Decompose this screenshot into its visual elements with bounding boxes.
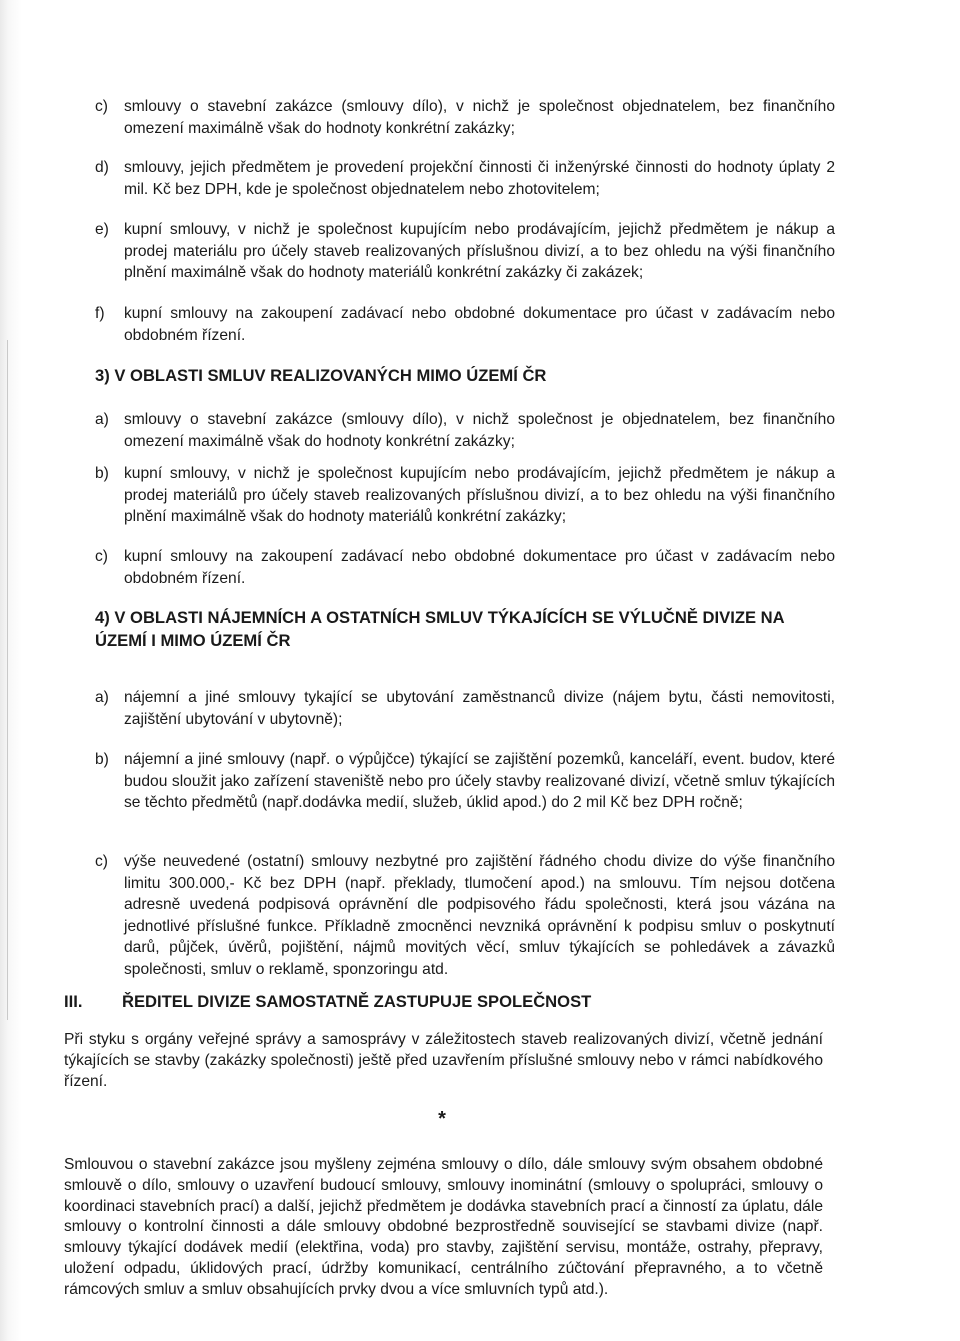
scan-artifact-line — [7, 340, 8, 1020]
list-item-text: výše neuvedené (ostatní) smlouvy nezbytné pro zajištění řádného chodu divize do výše finančního limitu 300.000,- Kč bez DPH (např. překlady, tlumočení apod.) na smlouvu. Tím nejsou dotčena adresně uvedená podpisová oprávnění dle podpisového řádu společnosti, která jsou vázána na jednotlivé příslušné funkce. Příkladně zmocněnci nevzniká oprávnění k podpisu smluv o poskytnutí darů, půjček, úvěrů, pojištění, nájmů movitých věcí, smluv týkajících se pohledávek a závazků společnosti, smluv o reklamě, sponzoringu atd. — [124, 853, 835, 978]
section-3-heading: 3) V OBLASTI SMLUV REALIZOVANÝCH MIMO ÚZEMÍ ČR — [95, 366, 547, 385]
list-item-text: kupní smlouvy na zakoupení zadávací nebo obdobné dokumentace pro účast v zadávacím nebo obdobném řízení. — [124, 305, 835, 344]
list-item — [95, 157, 835, 200]
list-item-label: a) — [95, 689, 109, 706]
section-iii-number: III. — [64, 992, 83, 1011]
list-item-text: smlouvy, jejich předmětem je provedení projekční činnosti či inženýrské činnosti do hodnoty úplaty 2 mil. Kč bez DPH, kde je společnost objednatelem nebo zhotovitelem; — [124, 159, 835, 198]
list-item-label: c) — [95, 853, 108, 870]
list-item — [95, 546, 835, 589]
list-item — [95, 219, 835, 284]
list-item-label: a) — [95, 411, 109, 428]
list-item — [95, 851, 835, 980]
list-item-text: kupní smlouvy na zakoupení zadávací nebo obdobné dokumentace pro účast v zadávacím nebo obdobném řízení. — [124, 548, 835, 587]
list-item-text: nájemní a jiné smlouvy (např. o výpůjčce) týkající se zajištění pozemků, kanceláří, event. budov, které budou sloužit jako zařízení staveniště nebo pro účely stavby realizované divizí, včetně smluv týkajících se těchto předmětů (např.dodávka medií, služeb, úklid apod.) do 2 mil Kč bez DPH ročně; — [124, 751, 835, 811]
list-item-label: e) — [95, 221, 109, 238]
list-item-label: d) — [95, 159, 109, 176]
list-item — [95, 96, 835, 139]
list-item-label: b) — [95, 751, 109, 768]
list-item — [95, 463, 835, 528]
list-item-label: c) — [95, 548, 108, 565]
list-item-text: nájemní a jiné smlouvy tykající se ubytování zaměstnanců divize (nájem bytu, části nemovitosti, zajištění ubytování v ubytovně); — [124, 689, 835, 728]
list-item-text: smlouvy o stavební zakázce (smlouvy dílo), v nichž společnost je objednatelem, bez finančního omezení maximálně však do hodnoty konkrétní zakázky; — [124, 411, 835, 450]
scan-edge-shadow — [0, 0, 22, 1341]
list-item — [95, 303, 835, 346]
list-item-label: b) — [95, 465, 109, 482]
list-item-label: c) — [95, 98, 108, 115]
separator-asterisk: * — [438, 1108, 446, 1130]
list-item-text: smlouvy o stavební zakázce (smlouvy dílo), v nichž je společnost objednatelem, bez finančního omezení maximálně však do hodnoty konkrétní zakázky; — [124, 98, 835, 137]
list-item — [95, 749, 835, 814]
closing-paragraph: Smlouvou o stavební zakázce jsou myšleny zejména smlouvy o dílo, dále smlouvy svým obsahem obdobné smlouvě o dílo, smlouvy o uzavření budoucí smlouvy, smlouvy inominátní (smlouvy o spolupráci, smlouvy o koordinaci stavebních prací) a další, jejichž předmětem je dodávka stavebních prací a činností za úplatu, dále smlouvy o kontrolní činnosti a dále smlouvy obdobné bezprostředně související se stavbami divize (např. smlouvy týkající dodávek medií (elektřina, voda) pro stavby, zajištění servisu, montáže, ostrahy, přepravy, uložení odpadu, úklidových prací, údržby komunikací, centrálního zúčtování přepravného, a to včetně rámcových smluv a smluv obsahujících prvky dvou a více smluvních typů atd.). — [64, 1156, 823, 1298]
list-item-text: kupní smlouvy, v nichž je společnost kupujícím nebo prodávajícím, jejichž předmětem je nákup a prodej materiálů pro účely staveb realizovaných příslušnou divizí, a to bez ohledu na výši finančního plnění maximálně však do hodnoty materiálů konkrétní zakázky; — [124, 465, 835, 525]
list-item — [95, 687, 835, 730]
list-item-text: kupní smlouvy, v nichž je společnost kupujícím nebo prodávajícím, jejichž předmětem je nákup a prodej materiálu pro účely staveb realizovaných příslušnou divizí, a to bez ohledu na výši finančního plnění maximálně však do hodnoty materiálů konkrétní zakázky či zakázek; — [124, 221, 835, 281]
section-4-heading: 4) V OBLASTI NÁJEMNÍCH A OSTATNÍCH SMLUV TÝKAJÍCÍCH SE VÝLUČNĚ DIVIZE NA ÚZEMÍ I MIMO ÚZEMÍ ČR — [95, 608, 784, 650]
list-item — [95, 409, 835, 452]
section-iii-paragraph: Při styku s orgány veřejné správy a samosprávy v záležitostech staveb realizovaných divizí, včetně jednání týkajících se stavby (zakázky společnosti) ještě před uzavřením příslušné smlouvy nebo v rámci nabídkového řízení. — [64, 1031, 823, 1090]
list-item-label: f) — [95, 305, 105, 322]
section-iii-title: ŘEDITEL DIVIZE SAMOSTATNĚ ZASTUPUJE SPOLEČNOST — [122, 992, 592, 1011]
